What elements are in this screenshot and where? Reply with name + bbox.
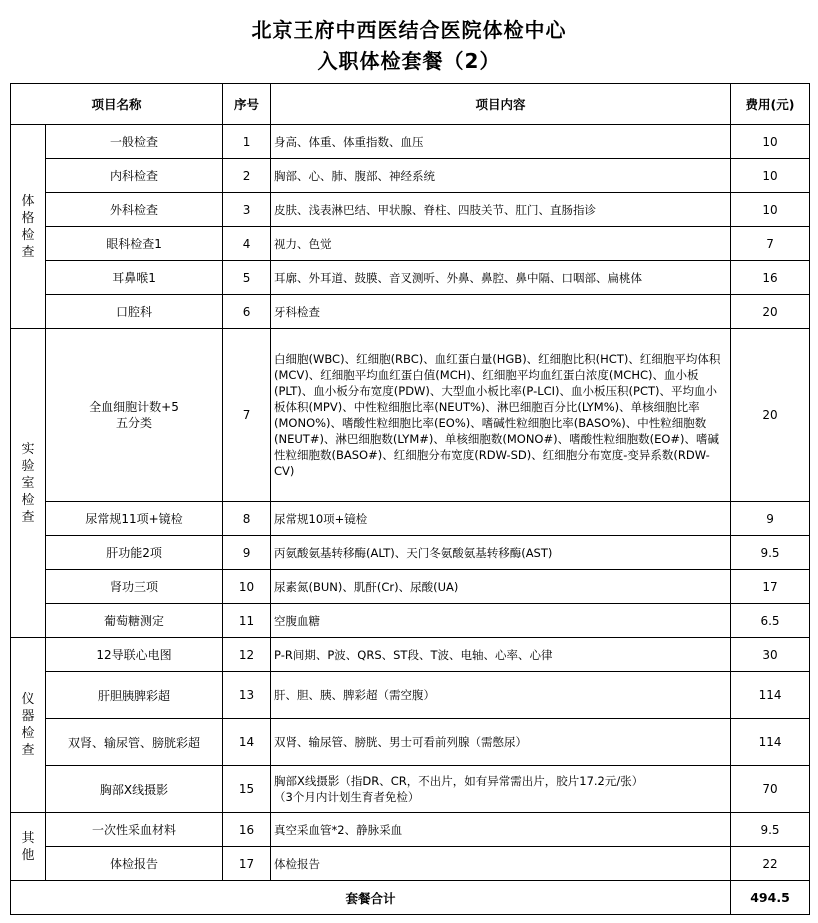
item-seq: 2	[223, 159, 271, 193]
group-label: 体格检查	[11, 125, 46, 329]
item-content: 丙氨酸氨基转移酶(ALT)、天门冬氨酸氨基转移酶(AST)	[271, 536, 731, 570]
item-name: 葡萄糖测定	[46, 604, 223, 638]
item-content: 肝、胆、胰、脾彩超（需空腹）	[271, 672, 731, 719]
header-content: 项目内容	[271, 84, 731, 125]
item-name: 全血细胞计数+5 五分类	[46, 329, 223, 502]
table-row	[11, 847, 810, 881]
item-name: 肝胆胰脾彩超	[46, 672, 223, 719]
table-row	[11, 329, 810, 502]
item-content: 牙科检查	[271, 295, 731, 329]
item-fee: 17	[731, 570, 810, 604]
header-seq: 序号	[223, 84, 271, 125]
item-name: 双肾、输尿管、膀胱彩超	[46, 719, 223, 766]
item-seq: 6	[223, 295, 271, 329]
item-content: 双肾、输尿管、膀胱、男士可看前列腺（需憋尿）	[271, 719, 731, 766]
table-row	[11, 125, 810, 159]
item-name: 肝功能2项	[46, 536, 223, 570]
item-fee: 30	[731, 638, 810, 672]
total-amount: 494.5	[731, 881, 810, 915]
item-name: 尿常规11项+镜检	[46, 502, 223, 536]
item-content: 尿常规10项+镜检	[271, 502, 731, 536]
item-fee: 22	[731, 847, 810, 881]
item-content: 尿素氮(BUN)、肌酐(Cr)、尿酸(UA)	[271, 570, 731, 604]
item-content: 身高、体重、体重指数、血压	[271, 125, 731, 159]
item-seq: 12	[223, 638, 271, 672]
item-seq: 4	[223, 227, 271, 261]
total-row	[11, 881, 810, 915]
item-content: 真空采血管*2、静脉采血	[271, 813, 731, 847]
table-row	[11, 227, 810, 261]
item-content: 耳廓、外耳道、鼓膜、音叉测听、外鼻、鼻腔、鼻中隔、口咽部、扁桃体	[271, 261, 731, 295]
page-subtitle: 入职体检套餐（2）	[317, 49, 501, 73]
item-name: 外科检查	[46, 193, 223, 227]
group-label: 实验室检查	[11, 329, 46, 638]
item-content: P-R间期、P波、QRS、ST段、T波、电轴、心率、心律	[271, 638, 731, 672]
table-row	[11, 813, 810, 847]
item-name: 体检报告	[46, 847, 223, 881]
item-name: 口腔科	[46, 295, 223, 329]
item-seq: 14	[223, 719, 271, 766]
package-table	[10, 83, 810, 915]
item-name: 12导联心电图	[46, 638, 223, 672]
table-row	[11, 766, 810, 813]
group-label: 仪器检查	[11, 638, 46, 813]
item-seq: 3	[223, 193, 271, 227]
table-row	[11, 536, 810, 570]
item-seq: 8	[223, 502, 271, 536]
item-content: 胸部、心、肺、腹部、神经系统	[271, 159, 731, 193]
table-row	[11, 295, 810, 329]
item-content: 胸部X线摄影（指DR、CR，不出片，如有异常需出片，胶片17.2元/张） （3个月内计划生育者免检）	[271, 766, 731, 813]
item-seq: 11	[223, 604, 271, 638]
item-fee: 10	[731, 159, 810, 193]
item-name: 耳鼻喉1	[46, 261, 223, 295]
item-content: 皮肤、浅表淋巴结、甲状腺、脊柱、四肢关节、肛门、直肠指诊	[271, 193, 731, 227]
item-seq: 13	[223, 672, 271, 719]
item-seq: 17	[223, 847, 271, 881]
item-content: 白细胞(WBC)、红细胞(RBC)、血红蛋白量(HGB)、红细胞比积(HCT)、红细胞平均体积(MCV)、红细胞平均血红蛋白值(MCH)、红细胞平均血红蛋白浓度(MCHC)、血小板(PLT)、血小板分布宽度(PDW)、大型血小板比率(P-LCI)、血小板压积(PCT)、平均血小板体积(MPV)、中性粒细胞比率(NEUT%)、淋巴细胞百分比(LYM%)、单核细胞比率(MONO%)、嗜酸性粒细胞比率(EO%)、嗜碱性粒细胞比率(BASO%)、中性粒细胞数(NEUT#)、淋巴细胞数(LYM#)、单核细胞数(MONO#)、嗜酸性粒细胞数(EO#)、嗜碱性粒细胞数(BASO#)、红细胞分布宽度(RDW-SD)、红细胞分布宽度-变异系数(RDW-CV)	[271, 329, 731, 502]
item-name: 胸部X线摄影	[46, 766, 223, 813]
item-fee: 9.5	[731, 813, 810, 847]
item-name: 一般检查	[46, 125, 223, 159]
group-label: 其他	[11, 813, 46, 881]
header-name: 项目名称	[11, 84, 223, 125]
item-seq: 5	[223, 261, 271, 295]
item-fee: 114	[731, 672, 810, 719]
item-fee: 6.5	[731, 604, 810, 638]
item-fee: 16	[731, 261, 810, 295]
header-fee: 费用(元)	[731, 84, 810, 125]
item-content: 空腹血糖	[271, 604, 731, 638]
item-fee: 20	[731, 295, 810, 329]
item-fee: 10	[731, 125, 810, 159]
item-name: 眼科检查1	[46, 227, 223, 261]
item-seq: 16	[223, 813, 271, 847]
item-fee: 9.5	[731, 536, 810, 570]
item-fee: 114	[731, 719, 810, 766]
item-fee: 7	[731, 227, 810, 261]
table-row	[11, 672, 810, 719]
table-row	[11, 570, 810, 604]
item-fee: 9	[731, 502, 810, 536]
table-row	[11, 261, 810, 295]
page-title: 北京王府中西医结合医院体检中心	[251, 18, 567, 42]
item-name: 内科检查	[46, 159, 223, 193]
table-row	[11, 502, 810, 536]
item-seq: 9	[223, 536, 271, 570]
item-name: 肾功三项	[46, 570, 223, 604]
item-seq: 15	[223, 766, 271, 813]
item-fee: 10	[731, 193, 810, 227]
table-row	[11, 159, 810, 193]
table-row	[11, 638, 810, 672]
item-seq: 1	[223, 125, 271, 159]
item-fee: 20	[731, 329, 810, 502]
item-seq: 10	[223, 570, 271, 604]
table-header-row	[11, 84, 810, 125]
table-row	[11, 604, 810, 638]
item-content: 视力、色觉	[271, 227, 731, 261]
table-row	[11, 719, 810, 766]
item-name: 一次性采血材料	[46, 813, 223, 847]
item-fee: 70	[731, 766, 810, 813]
item-content: 体检报告	[271, 847, 731, 881]
item-seq: 7	[223, 329, 271, 502]
table-row	[11, 193, 810, 227]
total-label: 套餐合计	[11, 881, 731, 915]
